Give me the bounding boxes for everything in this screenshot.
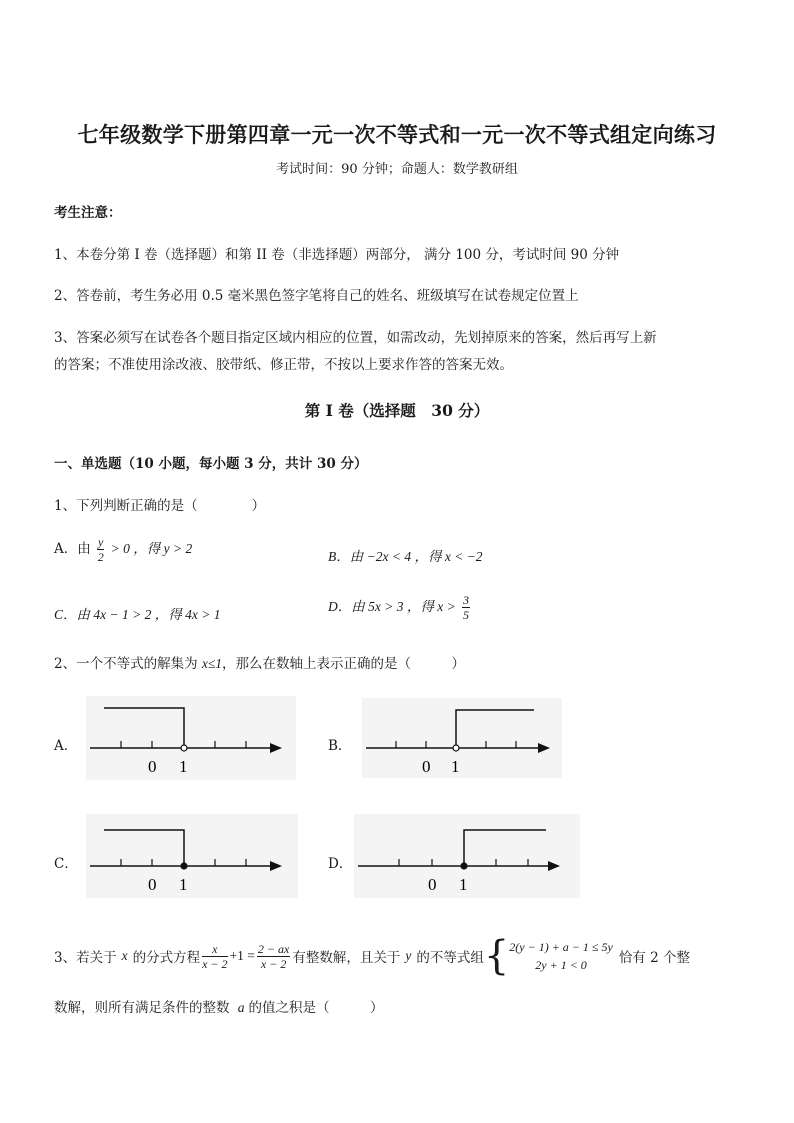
q3-suffix: 恰有 2 个整 — [618, 950, 690, 966]
notice-item-3-line-1: 3、答案必须写在试卷各个题目指定区域内相应的位置，如需改动，先划掉原来的答案，然后再写上新 — [54, 330, 657, 346]
q2-d-tick-zero: 0 — [428, 875, 437, 894]
notice-item-2: 2、答卷前，考生务必用 0.5 毫米黑色签字笔将自己的姓名、班级填写在试卷规定位置上 — [54, 288, 579, 304]
q2-option-b-label[interactable]: B． — [328, 738, 352, 754]
q2-option-a-label[interactable]: A． — [54, 738, 78, 754]
q3-brace-icon: { — [483, 933, 510, 979]
q1-d-denominator: 5 — [463, 608, 469, 622]
q1-option-a-fraction — [97, 536, 104, 563]
q3-line-2-prefix: 数解，则所有满足条件的整数 — [54, 1000, 230, 1016]
q3-rhs-numerator: 2 − ax — [257, 941, 290, 956]
q3-line-2 — [54, 996, 384, 1016]
q2-a-tick-zero: 0 — [148, 757, 157, 776]
notice-item-3-line-2: 的答案；不准使用涂改液、胶带纸、修正带，不按以上要求作答的答案无效。 — [54, 357, 513, 373]
q1-option-d[interactable] — [328, 594, 472, 621]
q3-mid-3: 的不等式组 — [416, 950, 484, 966]
q2-option-c-label[interactable]: C． — [54, 856, 78, 872]
q2-a-tick-one: 1 — [179, 757, 188, 776]
q3-line-1 — [54, 933, 690, 979]
section-title: 第 I 卷（选择题 30 分） — [304, 401, 490, 420]
q3-system-line-1: 2(y − 1) + a − 1 ≤ 5y — [509, 940, 613, 954]
q1-d-numerator: 3 — [463, 593, 469, 607]
q1-a-numerator: y — [98, 535, 104, 549]
q2-stem-math: x≤1 — [201, 656, 223, 671]
q3-var-a: a — [237, 1000, 245, 1015]
q1-stem: 1、下列判断正确的是（ ） — [54, 498, 266, 514]
q3-lhs-denominator: x − 2 — [202, 956, 228, 971]
q1-option-a-rest: > 0 ，得 y > 2 — [110, 541, 193, 556]
part-title: 一、单选题（10 小题，每小题 3 分，共计 30 分） — [54, 456, 368, 472]
q2-option-a-number-line[interactable] — [86, 696, 296, 780]
q3-rhs-fraction — [257, 943, 290, 970]
q2-option-d-number-line[interactable] — [354, 814, 580, 898]
q2-option-b-number-line[interactable] — [362, 698, 562, 778]
q1-option-b[interactable]: B．由 −2x < 4 ，得 x < −2 — [328, 549, 483, 564]
q2-stem — [54, 652, 465, 672]
q2-option-c-number-line[interactable] — [86, 814, 298, 898]
q3-prefix: 3、若关于 — [54, 950, 117, 966]
q2-c-tick-zero: 0 — [148, 875, 157, 894]
notice-item-1: 1、本卷分第 I 卷（选择题）和第 II 卷（非选择题）两部分， 满分 100 分，考试时间 90 分钟 — [54, 247, 620, 263]
q1-option-a[interactable] — [54, 536, 192, 563]
q3-var-x: x — [121, 948, 128, 963]
q2-c-closed-point — [181, 863, 187, 869]
q1-option-a-prefix: A．由 — [54, 541, 91, 557]
q3-var-y: y — [405, 948, 412, 963]
exam-info: 考试时间：90 分钟；命题人：数学教研组 — [276, 162, 518, 177]
q3-inequality-system — [509, 938, 613, 974]
q1-option-d-prefix: D．由 5x > 3 ，得 x > — [328, 599, 456, 614]
q2-d-tick-one: 1 — [459, 875, 468, 894]
q2-d-closed-point — [461, 863, 467, 869]
q2-option-d-label[interactable]: D． — [328, 856, 353, 872]
q3-lhs-numerator: x — [202, 943, 227, 957]
q3-mid-2: 有整数解，且关于 — [292, 950, 401, 966]
page-title: 七年级数学下册第四章一元一次不等式和一元一次不等式组定向练习 — [77, 122, 717, 147]
q2-stem-prefix: 2、一个不等式的解集为 — [54, 656, 198, 672]
notice-heading: 考生注意： — [54, 205, 122, 221]
q1-option-d-fraction — [462, 594, 470, 621]
q1-option-c[interactable]: C．由 4x − 1 > 2 ，得 4x > 1 — [54, 607, 221, 622]
q1-a-denominator: 2 — [97, 550, 104, 564]
q2-b-tick-one: 1 — [451, 757, 460, 776]
q2-c-tick-one: 1 — [179, 875, 188, 894]
q2-a-open-point — [181, 745, 187, 751]
q2-stem-suffix: ，那么在数轴上表示正确的是（ ） — [222, 656, 466, 672]
q3-line-2-suffix: 的值之积是（ ） — [248, 1000, 384, 1016]
q3-rhs-denominator: x − 2 — [260, 956, 287, 971]
q3-lhs-fraction — [202, 943, 227, 970]
q3-system-line-2: 2y + 1 < 0 — [535, 958, 587, 972]
q3-mid-1: 的分式方程 — [132, 950, 201, 966]
q2-b-open-point — [453, 745, 459, 751]
q3-plus-one: +1 = — [229, 948, 255, 963]
q2-b-tick-zero: 0 — [422, 757, 431, 776]
